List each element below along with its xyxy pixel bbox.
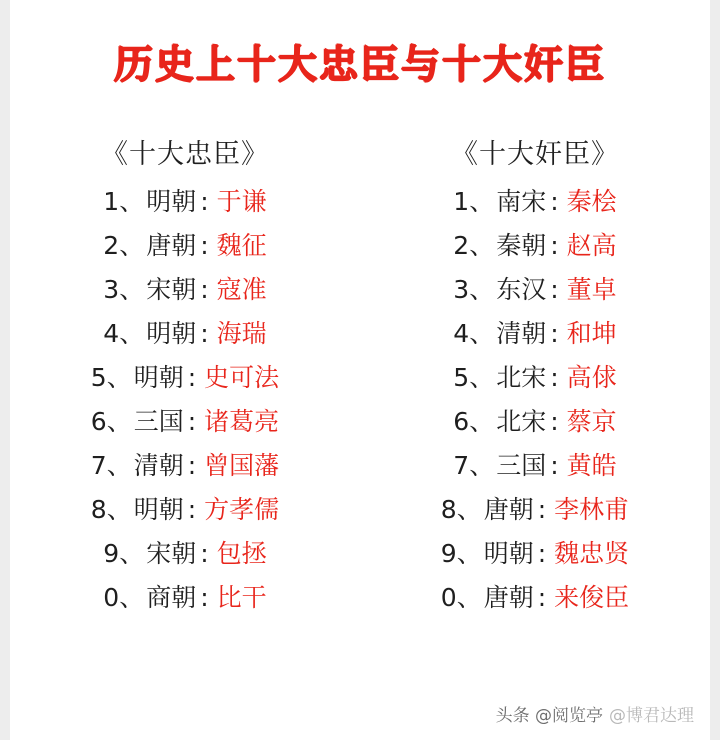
item-colon: :	[550, 407, 559, 436]
list-item	[40, 277, 330, 302]
item-separator: 、	[106, 451, 132, 480]
list-item	[390, 409, 680, 434]
item-colon: :	[200, 583, 209, 612]
list-item	[390, 541, 680, 566]
item-name: 秦桧	[566, 187, 617, 216]
list-item	[40, 233, 330, 258]
item-separator: 、	[469, 319, 495, 348]
item-colon: :	[187, 495, 197, 524]
item-dynasty: 三国	[133, 407, 184, 436]
column-heading-treacherous: 《十大奸臣》	[451, 139, 619, 170]
item-colon: :	[200, 275, 209, 304]
item-colon: :	[550, 451, 559, 480]
lists-container	[0, 132, 720, 629]
item-colon: :	[200, 539, 209, 568]
item-number: 6	[453, 407, 470, 436]
item-dynasty: 宋朝	[146, 275, 197, 304]
item-number: 3	[103, 275, 120, 304]
footer-attribution	[496, 701, 694, 726]
item-number: 2	[103, 231, 120, 260]
item-number: 4	[103, 319, 120, 348]
item-separator: 、	[119, 187, 145, 216]
item-number: 1	[103, 187, 120, 216]
item-colon: :	[550, 319, 559, 348]
item-separator: 、	[469, 363, 495, 392]
item-colon: :	[550, 363, 559, 392]
item-dynasty: 唐朝	[483, 495, 534, 524]
list-item	[40, 453, 330, 478]
item-dynasty: 清朝	[496, 319, 547, 348]
item-number: 1	[453, 187, 470, 216]
item-colon: :	[187, 451, 197, 480]
item-number: 8	[440, 495, 457, 524]
item-name: 魏忠贤	[554, 539, 630, 568]
item-name: 来俊臣	[554, 583, 630, 612]
item-separator: 、	[119, 539, 145, 568]
item-dynasty: 唐朝	[483, 583, 534, 612]
title-area	[0, 34, 720, 90]
item-dynasty: 三国	[496, 451, 547, 480]
footer-watermark: @博君达理	[609, 706, 694, 726]
list-item	[390, 585, 680, 610]
item-separator: 、	[469, 451, 495, 480]
item-separator: 、	[119, 319, 145, 348]
item-separator: 、	[469, 187, 495, 216]
item-name: 海瑞	[216, 319, 267, 348]
item-colon: :	[187, 363, 197, 392]
item-colon: :	[200, 231, 209, 260]
list-item	[40, 321, 330, 346]
item-dynasty: 明朝	[133, 363, 184, 392]
item-separator: 、	[469, 407, 495, 436]
item-name: 方孝儒	[204, 495, 280, 524]
list-item	[390, 189, 680, 214]
item-name: 蔡京	[566, 407, 617, 436]
item-name: 史可法	[204, 363, 280, 392]
item-number: 0	[103, 583, 120, 612]
item-number: 2	[453, 231, 470, 260]
loyal-ministers-column	[40, 132, 330, 629]
item-separator: 、	[456, 539, 482, 568]
list-item	[390, 497, 680, 522]
item-colon: :	[200, 319, 209, 348]
item-number: 6	[90, 407, 107, 436]
item-colon: :	[550, 231, 559, 260]
item-separator: 、	[119, 275, 145, 304]
item-dynasty: 明朝	[483, 539, 534, 568]
list-item	[390, 321, 680, 346]
item-colon: :	[187, 407, 197, 436]
item-separator: 、	[119, 231, 145, 260]
list-item	[40, 409, 330, 434]
item-separator: 、	[106, 363, 132, 392]
item-dynasty: 商朝	[146, 583, 197, 612]
item-dynasty: 宋朝	[146, 539, 197, 568]
item-dynasty: 明朝	[146, 187, 197, 216]
footer-brand: 头条 @阅览亭	[495, 706, 603, 726]
list-item	[40, 189, 330, 214]
item-colon: :	[550, 275, 559, 304]
item-name: 赵高	[566, 231, 617, 260]
item-name: 寇准	[216, 275, 267, 304]
item-dynasty: 明朝	[133, 495, 184, 524]
item-colon: :	[550, 187, 559, 216]
list-item	[390, 365, 680, 390]
item-name: 李林甫	[554, 495, 630, 524]
item-number: 5	[90, 363, 107, 392]
item-name: 比干	[216, 583, 267, 612]
item-number: 0	[440, 583, 457, 612]
list-item	[40, 497, 330, 522]
item-dynasty: 北宋	[496, 407, 547, 436]
item-dynasty: 明朝	[146, 319, 197, 348]
item-name: 曾国藩	[204, 451, 280, 480]
item-name: 黄皓	[566, 451, 617, 480]
list-item	[390, 453, 680, 478]
item-number: 8	[90, 495, 107, 524]
item-separator: 、	[469, 275, 495, 304]
item-name: 于谦	[216, 187, 267, 216]
item-name: 诸葛亮	[204, 407, 280, 436]
item-colon: :	[537, 495, 547, 524]
item-separator: 、	[456, 583, 482, 612]
treacherous-ministers-column	[390, 132, 680, 629]
item-colon: :	[537, 539, 547, 568]
item-separator: 、	[456, 495, 482, 524]
item-number: 4	[453, 319, 470, 348]
list-item	[40, 585, 330, 610]
item-dynasty: 清朝	[133, 451, 184, 480]
item-name: 高俅	[566, 363, 617, 392]
item-number: 7	[90, 451, 107, 480]
column-heading-loyal: 《十大忠臣》	[101, 139, 269, 170]
list-item	[390, 277, 680, 302]
item-colon: :	[537, 583, 547, 612]
item-name: 魏征	[216, 231, 267, 260]
list-item	[40, 541, 330, 566]
item-name: 和坤	[566, 319, 617, 348]
page-edge-left	[0, 0, 10, 740]
item-number: 9	[103, 539, 120, 568]
item-number: 9	[440, 539, 457, 568]
item-dynasty: 秦朝	[496, 231, 547, 260]
list-item	[390, 233, 680, 258]
item-name: 包拯	[216, 539, 267, 568]
item-dynasty: 东汉	[496, 275, 547, 304]
item-separator: 、	[106, 407, 132, 436]
item-separator: 、	[119, 583, 145, 612]
item-dynasty: 南宋	[496, 187, 547, 216]
item-number: 3	[453, 275, 470, 304]
item-dynasty: 北宋	[496, 363, 547, 392]
item-number: 5	[453, 363, 470, 392]
page-edge-right	[710, 0, 720, 740]
item-separator: 、	[106, 495, 132, 524]
list-item	[40, 365, 330, 390]
page-title: 历史上十大忠臣与十大奸臣	[113, 43, 606, 88]
item-colon: :	[200, 187, 209, 216]
item-number: 7	[453, 451, 470, 480]
item-name: 董卓	[566, 275, 617, 304]
item-separator: 、	[469, 231, 495, 260]
item-dynasty: 唐朝	[146, 231, 197, 260]
